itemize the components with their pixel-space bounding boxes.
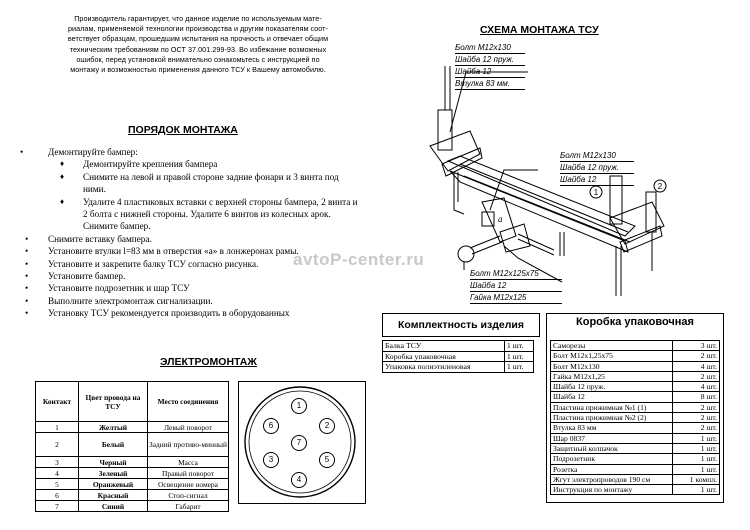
step: • Установите подрозетник и шар ТСУ	[20, 282, 360, 294]
intro-line: ветствует образцам, прошедшим испытания на прочность и отвечает общим	[67, 34, 329, 44]
table-row: 5 Оранжевый Освещение номера	[36, 479, 229, 490]
kit-table	[382, 340, 534, 373]
installation-steps	[20, 146, 360, 320]
warranty-text	[38, 14, 358, 75]
intro-line: техническим требованиям по ОСТ 37.001.299-93. Во избежание возможных	[69, 44, 327, 54]
table-row: 7 Синий Габарит	[36, 501, 229, 512]
callout-mid: Болт М12х130 Шайба 12 пруж. Шайба 12	[560, 150, 634, 186]
step: • Выполните электромонтаж сигнализации.	[20, 295, 360, 307]
step: • Установите и закрепите балку ТСУ согласно рисунка.	[20, 258, 360, 270]
table-row: 3 Черный Масса	[36, 457, 229, 468]
step-remove-bumper: • Демонтируйте бампер:	[20, 146, 360, 158]
table-row: Защитный колпачок 1 шт.	[551, 443, 720, 453]
table-row: Розетка 1 шт.	[551, 464, 720, 474]
schema-title: СХЕМА МОНТАЖА ТСУ	[480, 24, 599, 36]
socket-pin: 4	[291, 472, 307, 488]
marker-2: 2	[657, 182, 663, 191]
table-row: Болт М12х1,25х75 2 шт.	[551, 351, 720, 361]
installation-order-title: ПОРЯДОК МОНТАЖА	[128, 124, 238, 136]
substep: ♦ Демонтируйте крепления бампера	[60, 159, 218, 170]
table-row: Упаковка полиэтиленовая 1 шт.	[383, 362, 534, 373]
step: • Установите бампер.	[20, 270, 360, 282]
socket-pin: 7	[291, 435, 307, 451]
step: • Установку ТСУ рекомендуется производить в оборудованных	[20, 307, 360, 319]
intro-line: Производитель гарантирует, что данное изделие по используемым мате-	[74, 14, 322, 23]
socket-pin: 2	[319, 418, 335, 434]
table-row: Балка ТСУ 1 шт.	[383, 341, 534, 352]
watermark: avtoP-center.ru	[293, 250, 425, 269]
table-header-row: Контакт Цвет провода на ТСУ Место соединения	[36, 382, 229, 422]
electro-title: ЭЛЕКТРОМОНТАЖ	[160, 356, 257, 368]
socket-diagram	[238, 381, 366, 504]
socket-pin: 6	[263, 418, 279, 434]
intro-line: монтажу и возможностью применения данного ТСУ к Вашему автомобилю.	[70, 65, 326, 75]
callout-bottom: Болт М12х125х75 Шайба 12 Гайка М12х125	[470, 268, 562, 304]
table-row: 6 Красный Стоп-сигнал	[36, 490, 229, 501]
table-row: Гайка М12х1,25 2 шт.	[551, 371, 720, 381]
socket-pin: 1	[291, 398, 307, 414]
box-table	[550, 340, 720, 495]
socket-pin: 3	[263, 452, 279, 468]
table-row: Жгут электропроводов 190 см 1 компл.	[551, 474, 720, 484]
socket-pin: 5	[319, 452, 335, 468]
kit-title: Комплектность изделия	[382, 313, 540, 337]
substep: ♦ Удалите 4 пластиковых вставки с верхней стороны бампера, 2 винта и 2 болта с нижней стороны. Удалите 6 винтов из колесных арок. Снимите бампер.	[60, 196, 358, 232]
substep: ♦ Снимите на левой и правой стороне задние фонари и 3 винта под ними.	[60, 171, 339, 195]
table-row: 1 Желтый Левый поворот	[36, 422, 229, 433]
step: • Установите втулки l=83 мм в отверстия «а» в лонжеронах рамы.	[20, 245, 360, 257]
box-title: Коробка упаковочная	[576, 316, 694, 328]
table-row: Пластина прижимная №1 (1) 2 шт.	[551, 402, 720, 412]
table-row: Втулка 83 мм 2 шт.	[551, 423, 720, 433]
table-row: 2 Белый Задний противо-минный	[36, 433, 229, 457]
marker-1: 1	[593, 188, 599, 197]
table-row: Саморезы 3 шт.	[551, 341, 720, 351]
wiring-table	[35, 381, 229, 512]
table-row: Шайба 12 пруж. 4 шт.	[551, 382, 720, 392]
table-row: Подрозетник 1 шт.	[551, 454, 720, 464]
table-row: Шайба 12 8 шт.	[551, 392, 720, 402]
table-row: Пластина прижимная №2 (2) 2 шт.	[551, 413, 720, 423]
callout-top: Болт М12х130 Шайба 12 пруж. Шайба 12 Втулка 83 мм.	[455, 42, 525, 90]
table-row: Инструкция по монтажу 1 шт.	[551, 485, 720, 495]
intro-line: риалам, применяемой технологии производства и другим показателям соот-	[68, 24, 328, 34]
step: • Снимите вставку бампера.	[20, 233, 360, 245]
table-row: Болт М12х130 4 шт.	[551, 361, 720, 371]
table-row: Шар 0837 1 шт.	[551, 433, 720, 443]
table-row: 4 Зеленый Правый поворот	[36, 468, 229, 479]
intro-line: ошибок, перед установкой внимательно ознакомьтесь с инструкцией по	[76, 54, 320, 64]
marker-a: а	[498, 214, 503, 224]
table-row: Коробка упаковочная 1 шт.	[383, 351, 534, 362]
